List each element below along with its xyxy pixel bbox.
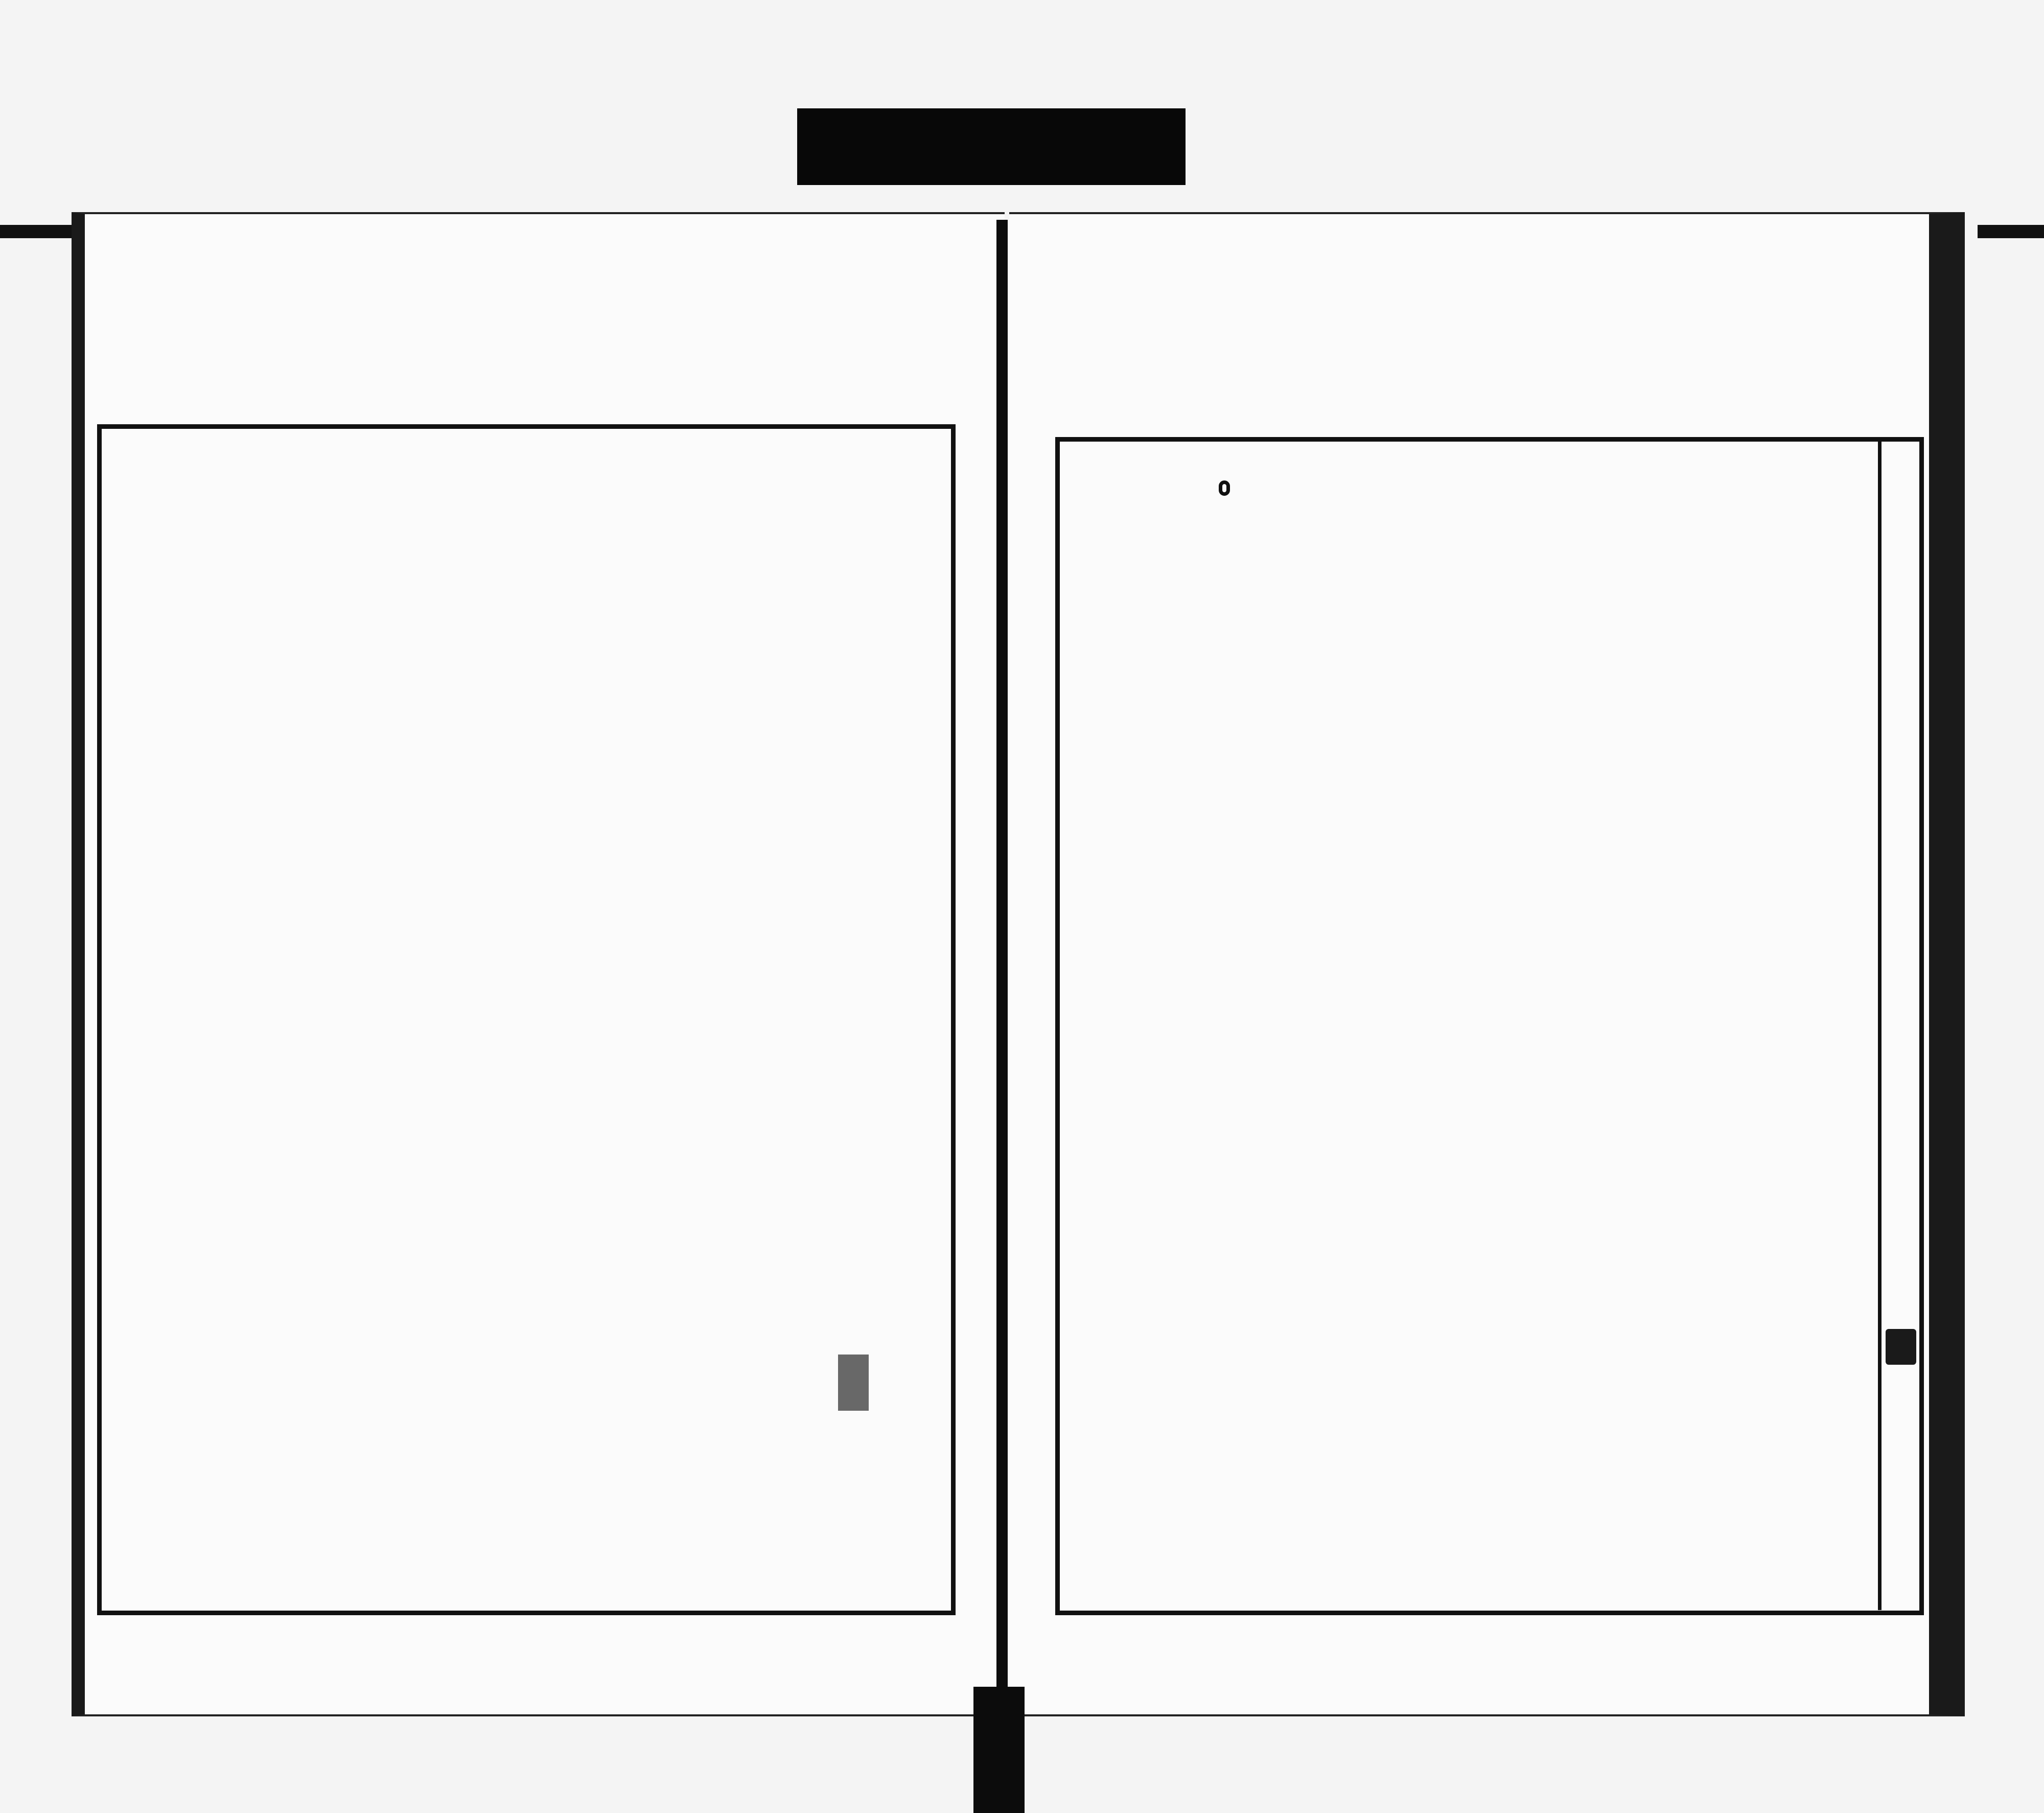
binding-rod-right [1978, 225, 2044, 238]
header-stamp [1886, 1329, 1916, 1365]
first-month-row [1142, 450, 1195, 505]
month-row [204, 445, 248, 491]
month-row [428, 445, 472, 491]
month-row [718, 445, 762, 491]
month-row [791, 445, 835, 491]
right-text-frame [1055, 437, 1924, 1615]
book-gutter [996, 220, 1008, 1809]
month-row [573, 445, 617, 491]
ink-smudge [838, 1355, 869, 1411]
catalog-label [797, 108, 1186, 185]
month-row [864, 445, 908, 491]
gutter-foot [973, 1687, 1025, 1813]
left-text-frame [97, 424, 956, 1615]
month-row [646, 445, 690, 491]
month-row [356, 445, 400, 491]
month-row [123, 445, 167, 491]
page-header [1878, 440, 1912, 1610]
month-row [501, 445, 545, 491]
question-number-badge [1219, 480, 1230, 496]
